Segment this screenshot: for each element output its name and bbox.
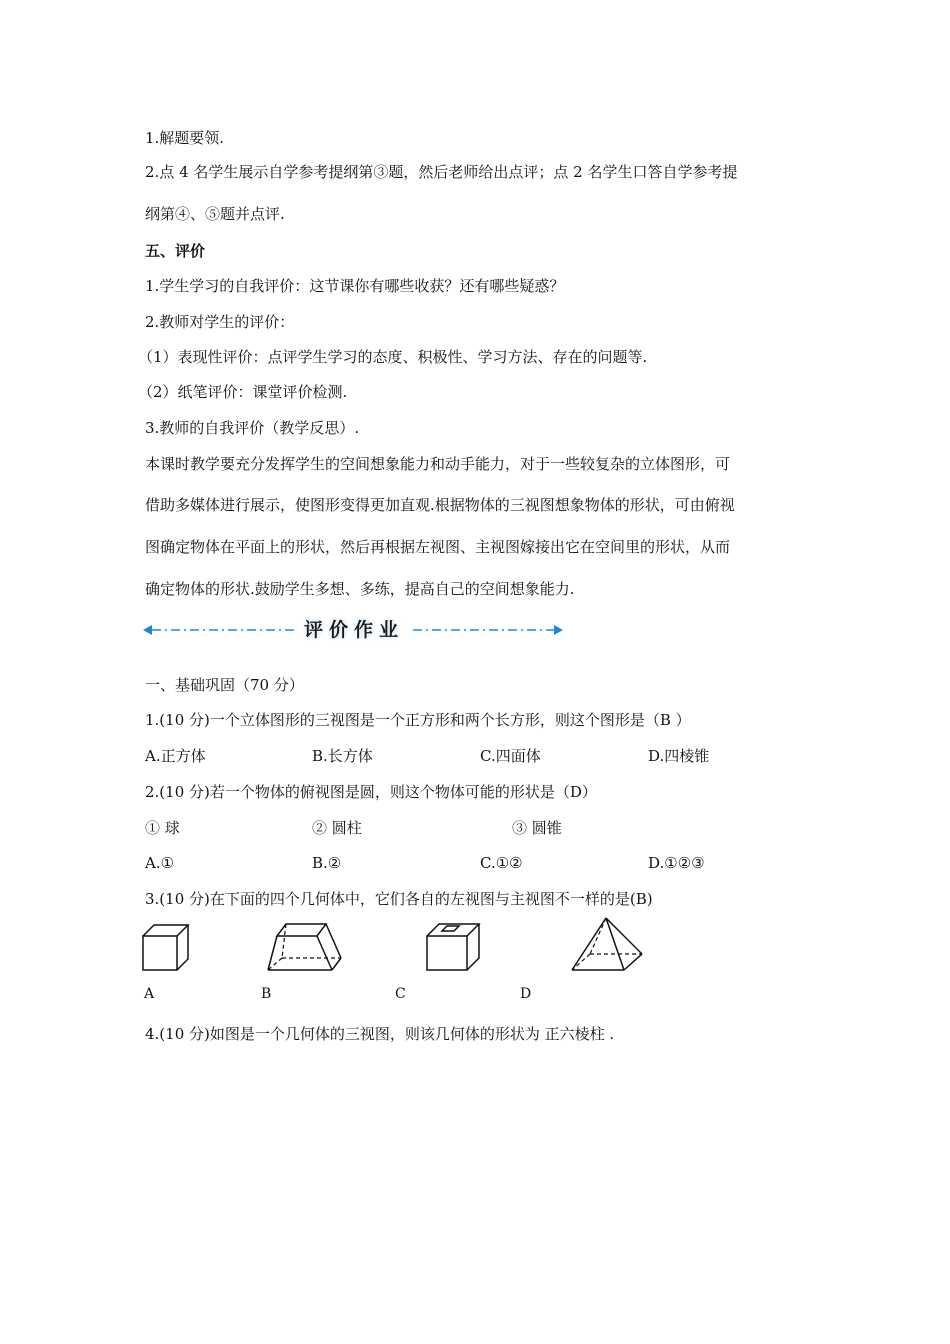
q1-option-c: C.四面体 [480, 747, 541, 765]
q1-option-b: B.长方体 [312, 747, 373, 765]
evaluation-heading: 五、评价 [145, 242, 206, 260]
banner-right-arrow-icon [554, 625, 563, 635]
reflection-line: 本课时教学要充分发挥学生的空间想象能力和动手能力，对于一些较复杂的立体图形，可 [145, 455, 731, 473]
q1-option-d: D.四棱锥 [648, 747, 710, 765]
evaluation-item-1: 1.学生学习的自我评价：这节课你有哪些收获？还有哪些疑惑？ [145, 277, 565, 295]
homework-section-title: 一、基础巩固（70 分） [145, 676, 304, 694]
q4-stem: 4.(10 分)如图是一个几何体的三视图，则该几何体的形状为 正六棱柱 . [145, 1025, 615, 1043]
q3-figure-label-d: D [520, 986, 532, 1002]
evaluation-item-3: 3.教师的自我评价（教学反思）. [145, 419, 360, 437]
pyramid-figure [566, 916, 646, 974]
reflection-line: 图确定物体在平面上的形状，然后再根据左视图、主视图嫁接出它在空间里的形状，从而 [145, 538, 731, 556]
q2-shape-3: ③ 圆锥 [512, 819, 562, 837]
q2-shape-2: ② 圆柱 [312, 819, 362, 837]
q2-shape-1: ① 球 [145, 819, 180, 837]
q1-option-a: A.正方体 [145, 747, 206, 765]
q2-stem: 2.(10 分)若一个物体的俯视图是圆，则这个物体可能的形状是（D） [145, 783, 597, 801]
q2-option-c: C.①② [480, 854, 523, 872]
reflection-line: 借助多媒体进行展示，使图形变得更加直观.根据物体的三视图想象物体的形状，可由俯视 [145, 496, 735, 514]
q3-figure-label-c: C [395, 986, 406, 1002]
q3-stem: 3.(10 分)在下面的四个几何体中，它们各自的左视图与主视图不一样的是(B) [145, 890, 653, 908]
q3-figure-label-b: B [261, 986, 272, 1002]
reflection-line: 确定物体的形状.鼓励学生多想、多练，提高自己的空间想象能力. [145, 580, 575, 598]
cube-with-hole-figure [423, 920, 483, 974]
evaluation-item-2-sub-2: （2）纸笔评价：课堂评价检测. [138, 383, 348, 401]
q1-stem: 1.(10 分)一个立体图形的三视图是一个正方形和两个长方形，则这个图形是（B ） [145, 711, 691, 729]
banner-title: 评价作业 [303, 619, 404, 641]
process-item-1: 1.解题要领. [145, 129, 225, 147]
q2-option-b: B.② [312, 854, 342, 872]
evaluation-item-2-sub-1: （1）表现性评价：点评学生学习的态度、积极性、学习方法、存在的问题等. [138, 348, 648, 366]
evaluation-item-2: 2.教师对学生的评价： [145, 313, 295, 331]
homework-banner [143, 616, 563, 644]
frustum-figure [264, 920, 346, 974]
q2-option-a: A.① [145, 854, 175, 872]
cube-figure [140, 922, 192, 974]
process-item-2-line-1: 2.点 4 名学生展示自学参考提纲第③题，然后老师给出点评；点 2 名学生口答自学参考提 [145, 163, 738, 181]
q2-option-d: D.①②③ [648, 854, 705, 872]
q3-figure-label-a: A [144, 986, 155, 1002]
banner-left-arrow-icon [143, 625, 152, 635]
process-item-2-line-2: 纲第④、⑤题并点评. [145, 205, 285, 223]
